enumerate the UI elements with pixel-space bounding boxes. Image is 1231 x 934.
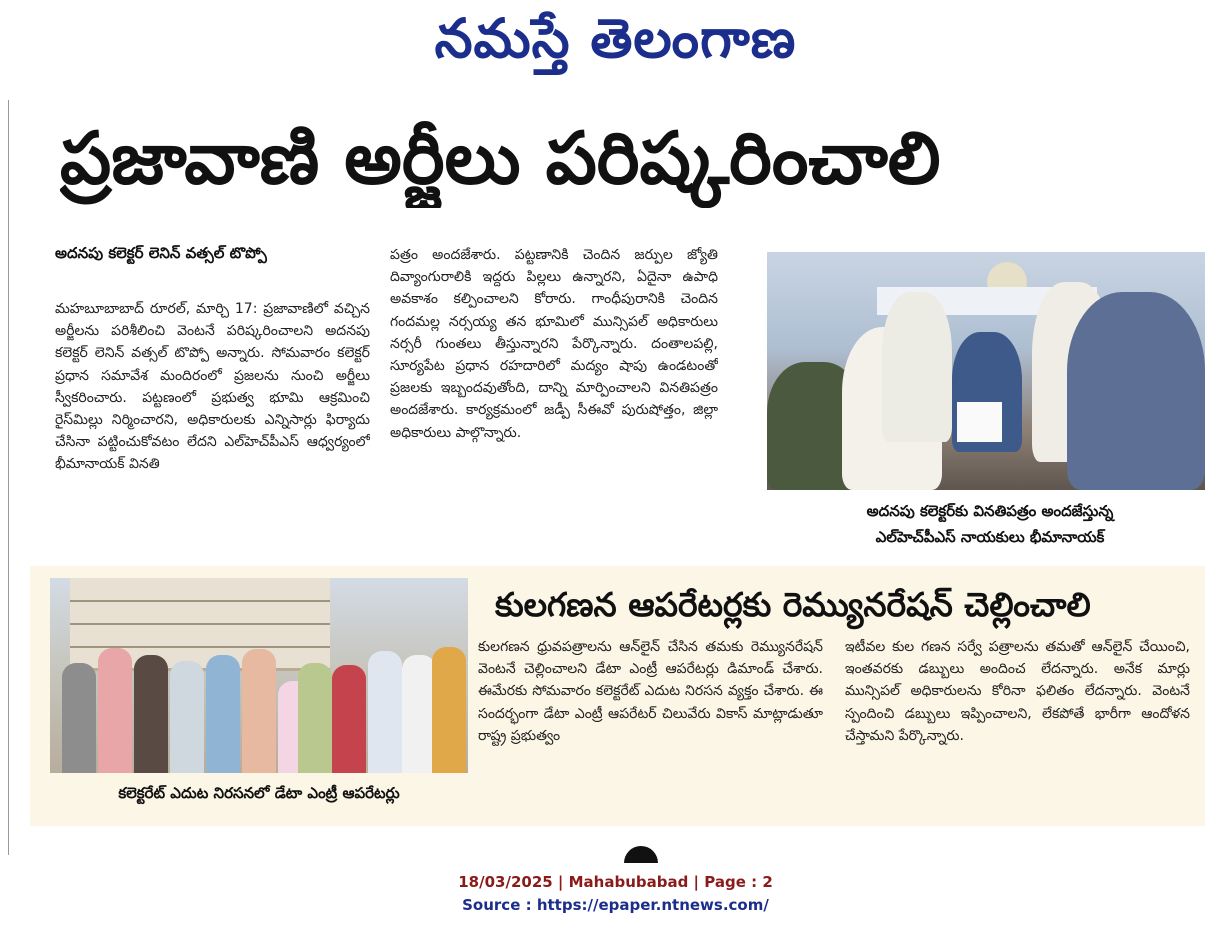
person-figure	[298, 663, 332, 773]
person-figure	[432, 647, 466, 773]
article-2-column-1: కులగణన ధ్రువపత్రాలను ఆన్‌లైన్ చేసిన తమకు రెమ్యునరేషన్ వెంటనే చెల్లించాలని డేటా ఎంట్రీ ఆపరేటర్లు డిమాండ్ చేశారు. ఈమేరకు సోమవారం కలెక్టరేట్ ఎదుట నిరసన వ్యక్తం చేశారు. ఈ సందర్భంగా డేటా ఎంట్రీ ఆపరేటర్ చిలువేరు వికాస్ మాట్లాడుతూ రాష్ట్ర ప్రభుత్వం	[478, 639, 823, 744]
person-figure	[242, 649, 276, 773]
page-clip-mark	[624, 846, 658, 863]
person-figure	[170, 661, 204, 773]
main-headline: ప్రజావాణి అర్జీలు పరిష్కరించాలి	[60, 116, 941, 200]
page-border	[8, 100, 9, 855]
person-figure	[62, 663, 96, 773]
article-2-column-2: ఇటీవల కుల గణన సర్వే పత్రాలను తమతో ఆన్‌లైన్ చేయించి, ఇంతవరకు డబ్బులు అందించ లేదన్నారు. అనేక మార్లు మున్సిపల్ అధికారులను కోరినా ఫలితం లేదన్నారు. వెంటనే స్పందించి డబ్బులు ఇప్పించాలని, లేకపోతే భారీగా ఆందోళన చేస్తామని పేర్కొన్నారు.	[845, 639, 1190, 744]
photo-caption-1	[800, 498, 1180, 550]
person-figure	[882, 292, 952, 442]
petition-paper	[957, 402, 1002, 442]
person-figure	[98, 648, 132, 773]
footer-source-link[interactable]: Source : https://epaper.ntnews.com/	[462, 896, 769, 914]
article-byline: అదనపు కలెక్టర్ లెనిన్ వత్సల్ టొప్పో	[55, 244, 267, 262]
article-column-1: మహబూబాబాద్ రూరల్, మార్చి 17: ప్రజావాణిలో వచ్చిన అర్జీలను పరిశీలించి వెంటనే పరిష్కరించాలని అదనపు కలెక్టర్ లెనిన్ వత్సల్ టొప్పో అన్నారు. సోమవారం కలెక్టర్ ప్రధాన సమావేశ మందిరంలో ప్రజలను నుంచి అర్జీలు స్వీకరించారు. పట్టణంలో ప్రభుత్వ భూమి ఆక్రమించి రైస్‌మిల్లు నిర్మించారని, అధికారులకు ఎన్నిసార్లు ఫిర్యాదు చేసినా పట్టించుకోవటం లేదని ఎల్‌హెచ్‌పీఎస్ ఆధ్వర్యంలో భీమానాయక్ వినతి	[55, 301, 370, 473]
masthead-logo: నమస్తే తెలంగాణ	[434, 7, 797, 70]
caption-line: ఎల్‌హెచ్‌పీఎస్ నాయకులు భీమానాయక్	[875, 528, 1105, 546]
person-figure	[402, 655, 436, 773]
footer-date-edition: 18/03/2025 | Mahabubabad | Page : 2	[458, 873, 773, 891]
caption-line: అదనపు కలెక్టర్‌కు వినతిపత్రం అందజేస్తున్న	[866, 502, 1114, 520]
news-photo-protest	[50, 578, 468, 773]
person-figure	[206, 655, 240, 773]
news-photo-collector	[767, 252, 1205, 490]
person-figure	[332, 665, 366, 773]
article-column-2: పత్రం అందజేశారు. పట్టణానికి చెందిన జర్పుల జ్యోతి దివ్యాంగురాలికి ఇద్దరు పిల్లలు ఉన్నారని, ఏదైనా ఉపాధి అవకాశం కల్పించాలని కోరారు. గాంధీపురానికి చెందిన గందమల్ల నర్సయ్య తన భూమిలో మున్సిపల్ అధికారులు నర్సరీ గుంతలు తీస్తున్నారని పేర్కొన్నారు. దంతాలపల్లి, సూర్యపేట ప్రధాన రహదారిలో మద్యం షాపు ఉండటంతో ప్రజలకు ఇబ్బందవుతోంది, దాన్ని మార్పించాలని వినతిపత్రం అందజేశారు. కార్యక్రమంలో జడ్పీ సీఈవో పురుషోత్తం, జిల్లా అధికారులు పాల్గొన్నారు.	[390, 247, 718, 441]
article-2-headline: కులగణన ఆపరేటర్లకు రెమ్యునరేషన్ చెల్లించాలి	[495, 585, 1091, 624]
person-figure	[1067, 292, 1205, 490]
person-figure	[368, 651, 402, 773]
photo-caption-2: కలెక్టరేట్ ఎదుట నిరసనలో డేటా ఎంట్రీ ఆపరేటర్లు	[118, 784, 400, 802]
person-figure	[134, 655, 168, 773]
